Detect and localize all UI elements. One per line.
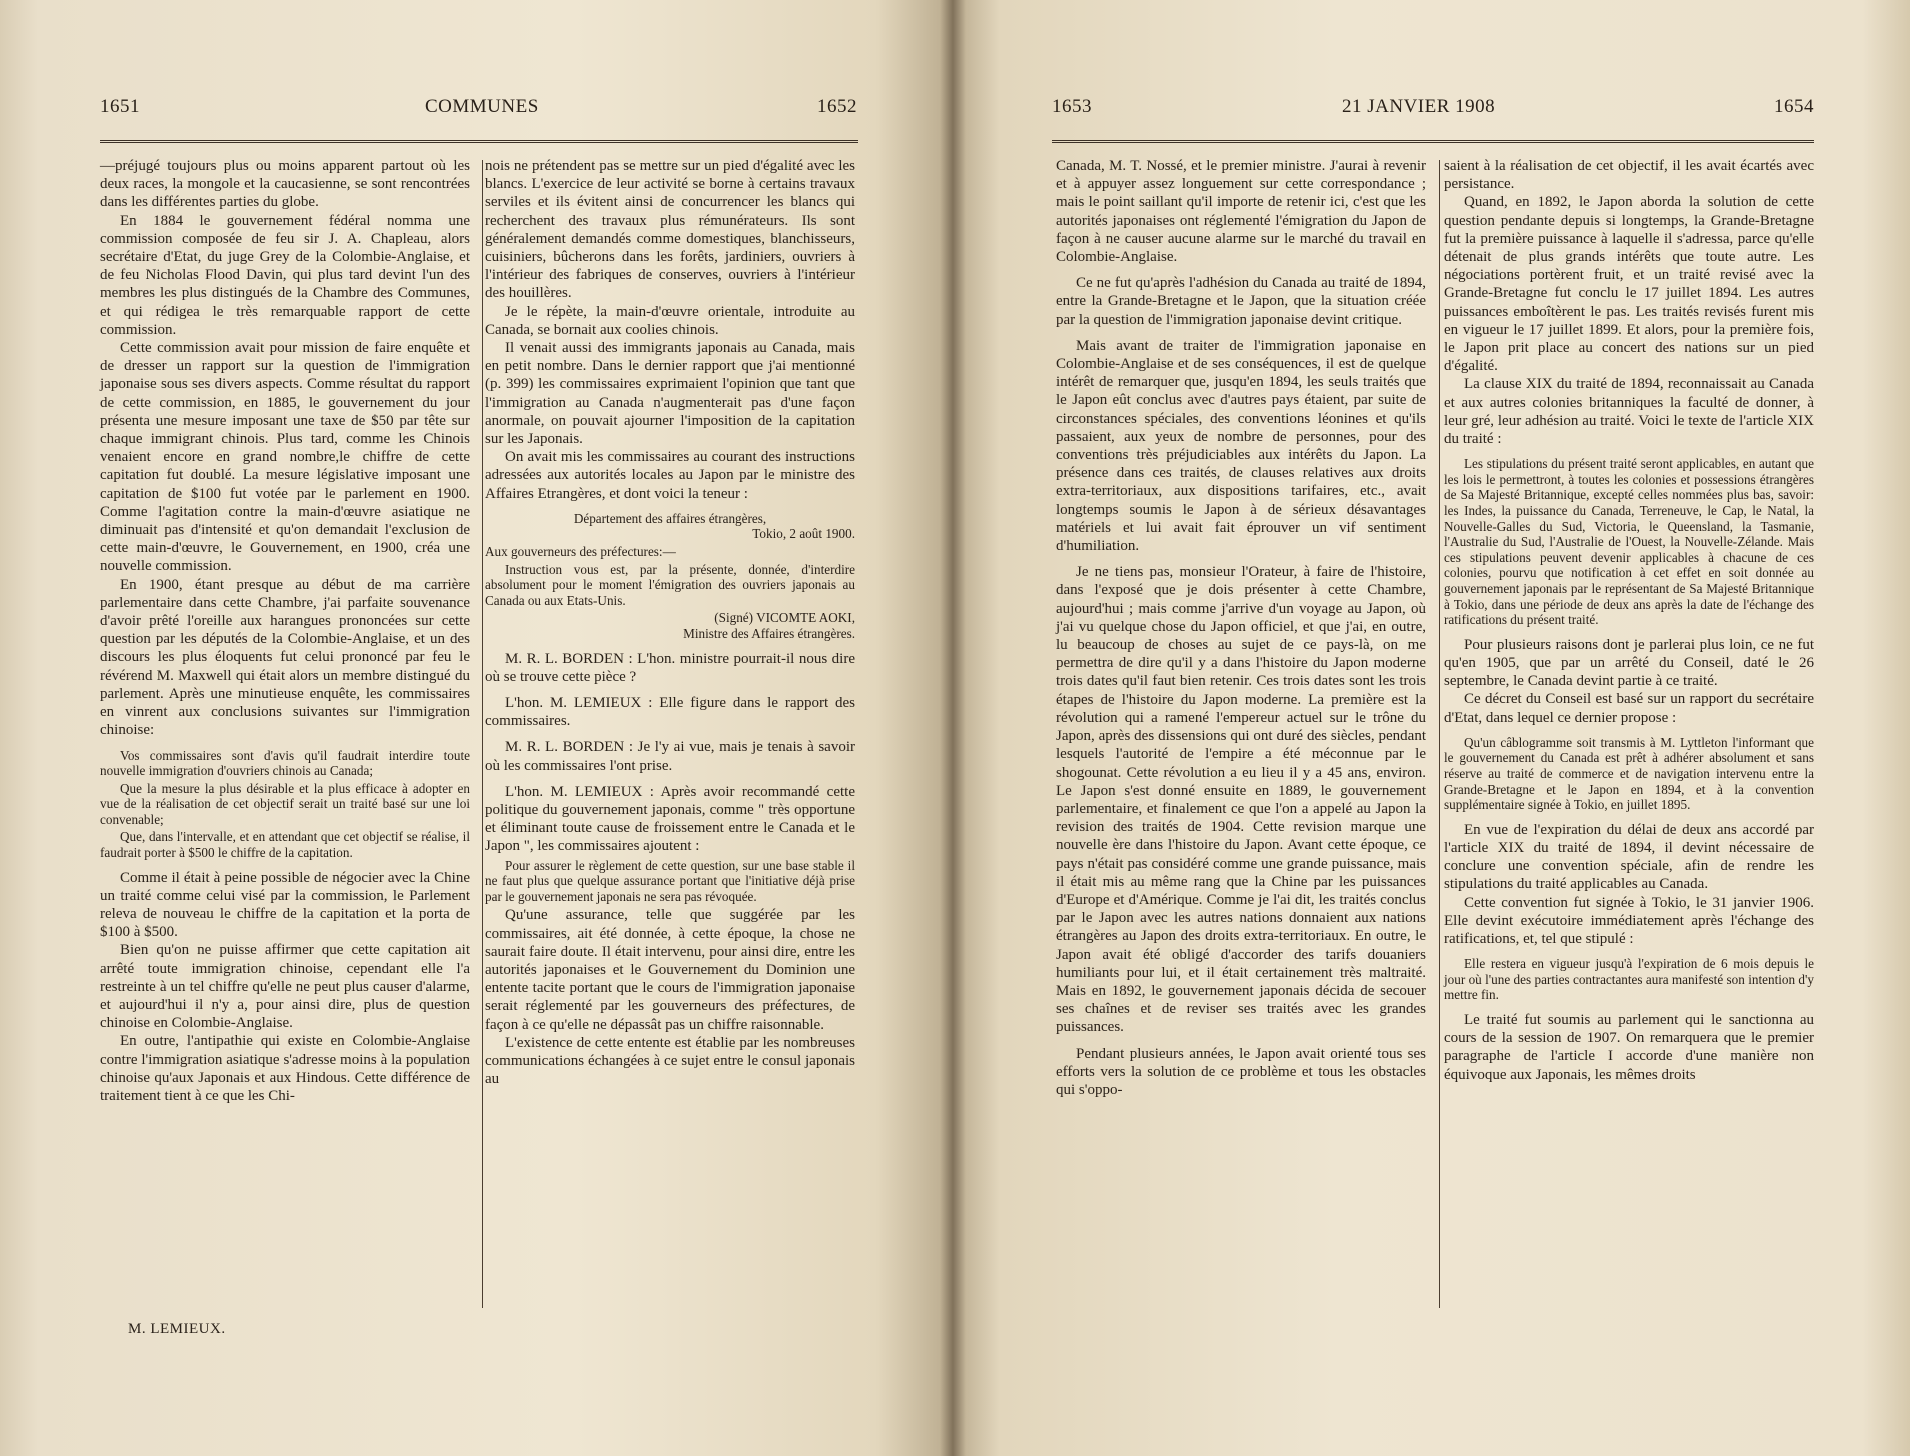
book-gutter bbox=[940, 0, 966, 1456]
paragraph: En outre, l'antipathie qui existe en Colombie-Anglaise contre l'immigration asiatique s'adresse moins à la population chinoise qu'aux Japonais et aux Hindous. Cette différence de traitement tient à ce que les Chi- bbox=[100, 1033, 470, 1105]
paragraph: Ce décret du Conseil est basé sur un rapport du secrétaire d'Etat, dans lequel ce dernier propose : bbox=[1444, 691, 1814, 726]
paragraph: Je ne tiens pas, monsieur l'Orateur, à faire de l'histoire, dans l'exposé que je dois présenter à cette Chambre, aujourd'hui ; mais comme j'arrive d'un voyage au Japon, où j'ai vu quelque chose du Japon officiel, et que j'ai, en outre, lu beaucoup de choses au sujet de ce pays-là, on me permettra de dire qu'il y a dans l'histoire du Japon moderne trois dates qu'il faut bien retenir. Ces trois dates sont les trois étapes de l'histoire du Japon moderne. La première est la révolution qui a ramené l'empereur actuel sur le trône du Japon, après des dissensions qui ont duré des siècles, pendant lesquels l'autorité de l'empire a été méconnue par le shogounat. Cette révolution a eu lieu il y a 45 ans, environ. Le Japon s'est donné ensuite en 1889, le gouvernement parlementaire, et finalement ce que l'on a appelé au Japon la revision des traités de 1904. Cette revision marque une nouvelle ère dans l'histoire du Japon. Avant cette époque, ce pays n'était pas considéré comme une grande puissance, mais il était mis au même rang que la Chine par les puissances d'Europe et d'Amérique. Comme je l'ai dit, les traités conclus par le Japon avec les autres nations donnaient aux nations étrangères au Japon des droits extra-territoriaux. En outre, le Japon avait été obligé d'accorder des tarifs douaniers humiliants pour lui, et il était certainement très maltraité. Mais en 1892, le gouvernement japonais décida de secouer ses chaînes et de reviser ses traités avec les grandes puissances. bbox=[1056, 564, 1426, 1036]
paragraph: Département des affaires étrangères, bbox=[573, 510, 767, 526]
paragraph: Quand, en 1892, le Japon aborda la solution de cette question pendante depuis si longtemps, la Grande-Bretagne fut la première puissance à laquelle il s'adressa, parce qu'elle détenait de plus grands intérêts que toute autre. Les négociations portèrent fruit, et un traité revisé avec la Grande-Bretagne fut conclu le 17 juillet 1894. Les autres puissances emboîtèrent le pas. Les traités revisés furent mis en vigueur le 17 juillet 1899. Et alors, pour la première fois, le Japon prit place au concert des nations sur un pied d'égalité. bbox=[1444, 194, 1814, 375]
paragraph: Pour assurer le règlement de cette question, sur une base stable il ne faut plus que quelque assurance portant que l'initiative déjà prise par le gouvernement japonais ne sera pas révoquée. bbox=[485, 857, 855, 904]
column-divider bbox=[482, 160, 483, 1308]
paragraph: Qu'une assurance, telle que suggérée par les commissaires, ait été donnée, à cette époque, la chose ne saurait faire doute. Il était intervenu, pour ainsi dire, entre les autorités japonaises et le Gouvernement du Dominion une entente tacite portant que le cours de l'immigration japonaise serait réglementé par les gouverneurs des préfectures, de façon à ce qu'elle ne dépassât pas un chiffre raisonnable. bbox=[485, 907, 855, 1033]
paragraph: En 1900, étant presque au début de ma carrière parlementaire dans cette Chambre, j'ai parfaite souvenance d'avoir prêté l'oreille aux harangues prononcées sur cette question par les députés de la Colombie-Anglaise, et un des discours les plus éloquents fut celui prononcé par feu le révérend M. Maxwell qui était alors un membre distingué du parlement. Après une minutieuse enquête, les commissaires en vinrent aux conclusions suivantes sur l'immigration chinoise: bbox=[100, 576, 470, 739]
column-divider-right bbox=[1439, 160, 1440, 1308]
paragraph: Vos commissaires sont d'avis qu'il faudrait interdire toute nouvelle immigration d'ouvriers chinois au Canada; bbox=[100, 747, 470, 779]
paragraph: Pendant plusieurs années, le Japon avait orienté tous ses efforts vers la solution de ce problème et tous les obstacles qui s'oppo- bbox=[1056, 1045, 1426, 1098]
paragraph: Mais avant de traiter de l'immigration japonaise en Colombie-Anglaise et de ses conséquences, il est de quelque intérêt de remarquer que, jusqu'en 1894, les seuls traités que le Japon eût conclus avec d'autres pays étaient, par suite de circonstances spéciales, des conventions léonines et qu'ils passaient, aux yeux de nombre de personnes, pour des conventions très préjudiciables aux intérêts du Japon. La présence dans ces traités, de clauses relatives aux droits extra-territoriaux, aux dispositions tarifaires, etc., avait longtemps soumis le Japon à de sérieux désavantages matériels et lui avait fait éprouver un vif sentiment d'humiliation. bbox=[1056, 337, 1426, 555]
paragraph: Comme il était à peine possible de négocier avec la Chine un traité comme celui visé par la commission, le Parlement releva de nouveau le chiffre de la capitation et la porta de $100 à $500. bbox=[100, 869, 470, 941]
paragraph: Que la mesure la plus désirable et la plus efficace à adopter en vue de la réalisation de cet objectif serait un traité basé sur une loi convenable; bbox=[100, 780, 470, 827]
paragraph: L'hon. M. LEMIEUX : Elle figure dans le rapport des commissaires. bbox=[485, 695, 855, 730]
page-number-1654: 1654 bbox=[1774, 96, 1814, 117]
paragraph: Qu'un câblogramme soit transmis à M. Lyttleton l'informant que le gouvernement du Canada est prêt à adhérer absolument et sans réserve au traité de commerce et de navigation intervenu entre la Grande-Bretagne et le Japon en 1894, et à la convention supplémentaire signée à Tokio, en juillet 1895. bbox=[1444, 734, 1814, 813]
paragraph: Le traité fut soumis au parlement qui le sanctionna au cours de la session de 1907. On remarquera que le premier paragraphe de l'article I accorde d'une manière non équivoque aux Japonais, les mêmes droits bbox=[1444, 1011, 1814, 1083]
paragraph: Cette convention fut signée à Tokio, le 31 janvier 1906. Elle devint exécutoire immédiatement après l'échange des ratifications, et, tel que stipulé : bbox=[1444, 894, 1814, 947]
speaker-footer: M. LEMIEUX. bbox=[128, 1321, 226, 1337]
paragraph: —préjugé toujours plus ou moins apparent partout où les deux races, la mongole et la caucasienne, se sont rencontrées dans les différentes parties du globe. bbox=[100, 158, 470, 211]
paragraph: L'hon. M. LEMIEUX : Après avoir recommandé cette politique du gouvernement japonais, comme " très opportune et éliminant toute cause de froissement entre le Canada et le Japon ", les commissaires ajoutent : bbox=[485, 783, 855, 855]
column-4 bbox=[1444, 157, 1814, 1084]
paragraph: Tokio, 2 août 1900. bbox=[752, 526, 855, 542]
paragraph: nois ne prétendent pas se mettre sur un pied d'égalité avec les blancs. L'exercice de leur activité se borne à certains travaux serviles et ils évitent ainsi de concurrencer les blancs qui recherchent des travaux plus rémunérateurs. Ils sont généralement demandés comme domestiques, blanchisseurs, cuisiniers, bûcherons dans les forêts, jardiniers, ouvriers à l'intérieur des fabriques de conserves, ouvriers à l'intérieur des houillères. bbox=[485, 158, 855, 302]
paragraph: M. R. L. BORDEN : L'hon. ministre pourrait-il nous dire où se trouve cette pièce ? bbox=[485, 650, 855, 685]
paragraph: La clause XIX du traité de 1894, reconnaissait au Canada et aux autres colonies britanniques la faculté de donner, à leur gré, leur adhésion au traité. Voici le texte de l'article XIX du traité : bbox=[1444, 376, 1814, 448]
paragraph: Je le répète, la main-d'œuvre orientale, introduite au Canada, se bornait aux coolies chinois. bbox=[485, 303, 855, 338]
paragraph: saient à la réalisation de cet objectif, il les avait écartés avec persistance. bbox=[1444, 158, 1814, 193]
running-title-date: 21 JANVIER 1908 bbox=[1342, 96, 1496, 117]
paragraph: Pour plusieurs raisons dont je parlerai plus loin, ce ne fut qu'en 1905, que par un arrêté du Conseil, daté le 26 septembre, le Canada devint partie à ce traité. bbox=[1444, 636, 1814, 690]
column-3 bbox=[1056, 157, 1426, 1099]
running-title-communes: COMMUNES bbox=[425, 96, 539, 117]
paragraph: Bien qu'on ne puisse affirmer que cette capitation ait arrêté toute immigration chinoise, cependant elle l'a restreinte à un tel chiffre qu'elle ne peut plus causer d'alarme, et aujourd'hui il n'y a, pour ainsi dire, plus de question chinoise en Colombie-Anglaise. bbox=[100, 942, 470, 1032]
page-number-1651: 1651 bbox=[100, 96, 140, 117]
page-number-1652: 1652 bbox=[817, 96, 857, 117]
paragraph: M. R. L. BORDEN : Je l'y ai vue, mais je tenais à savoir où les commissaires l'ont prise. bbox=[485, 739, 855, 774]
paragraph: En vue de l'expiration du délai de deux ans accordé par l'article XIX du traité de 1894, il devint nécessaire de conclure une convention spéciale, afin de rendre les stipulations du traité applicables au Canada. bbox=[1444, 821, 1814, 893]
paragraph: L'existence de cette entente est établie par les nombreuses communications échangées à ce sujet entre le consul japonais au bbox=[485, 1034, 855, 1088]
paragraph: Ce ne fut qu'après l'adhésion du Canada au traité de 1894, entre la Grande-Bretagne et le Japon, que la situation créée par la question de l'immigration japonaise devint critique. bbox=[1056, 275, 1426, 328]
header-rule bbox=[100, 140, 858, 143]
paragraph: Ministre des Affaires étrangères. bbox=[683, 626, 855, 642]
right-page bbox=[952, 0, 1910, 1456]
header-rule-right bbox=[1052, 140, 1814, 143]
paragraph: Cette commission avait pour mission de faire enquête et de dresser un rapport sur la question de l'immigration japonaise sous ses divers aspects. Comme résultat du rapport de cette commission, en 1885, le gouvernement du jour présenta une mesure imposant une taxe de $50 par tête sur chaque immigrant chinois. Plus tard, comme les Chinois venaient encore en grand nombre,le chiffre de cette capitation fut doublé. La mesure législative imposant une capitation de $100 fut votée par le parlement en 1900. Comme l'agitation contre la main-d'œuvre asiatique ne diminuait pas d'intensité et qu'on demandait l'exclusion de cette main-d'œuvre, le Gouvernement, en 1900, créa une nouvelle commission. bbox=[100, 340, 470, 575]
paragraph: En 1884 le gouvernement fédéral nomma une commission composée de feu sir J. A. Chapleau, alors secrétaire d'Etat, du juge Grey de la Colombie-Anglaise, et de feu Nicholas Flood Davin, qui plus tard devint l'un des membres les plus distingués de la Chambre des Communes, et qui rédigea le très remarquable rapport de cette commission. bbox=[100, 212, 470, 338]
paragraph: (Signé) VICOMTE AOKI, bbox=[714, 610, 855, 626]
paragraph: Les stipulations du présent traité seront applicables, en autant que les lois le permettront, à toutes les colonies et possessions étrangères de Sa Majesté Britannique, excepté celles nommées plus bas, savoir: les Indes, la puissance du Canada, Terreneuve, le Cap, le Natal, la Nouvelle-Galles du Sud, Victoria, le Queensland, la Tasmanie, l'Australie du Sud, l'Australie de l'Ouest, la Nouvelle-Zélande. Mais ces stipulations peuvent devenir applicables à chacune de ces colonies, pourvu que notification à cet effet en soit donnée au gouvernement japonais par le représentant de Sa Majesté Britannique à Tokio, dans une période de deux ans après la date de l'échange des ratifications du présent traité. bbox=[1444, 456, 1814, 628]
paragraph: Aux gouverneurs des préfectures:— bbox=[485, 544, 676, 560]
paragraph: Elle restera en vigueur jusqu'à l'expiration de 6 mois depuis le jour où l'une des parties contractantes aura manifesté son intention d'y mettre fin. bbox=[1444, 956, 1814, 1003]
paragraph: Instruction vous est, par la présente, donnée, d'interdire absolument pour le moment l'émigration des ouvriers japonais au Canada ou aux Etats-Unis. bbox=[485, 561, 855, 608]
page-number-1653: 1653 bbox=[1052, 96, 1092, 117]
paragraph: Que, dans l'intervalle, et en attendant que cet objectif se réalise, il faudrait porter à $500 le chiffre de la capitation. bbox=[100, 829, 470, 861]
paragraph: On avait mis les commissaires au courant des instructions adressées aux autorités locales au Japon par le ministre des Affaires Etrangères, et dont voici la teneur : bbox=[485, 449, 855, 502]
column-2 bbox=[485, 157, 855, 1088]
left-page bbox=[0, 0, 952, 1456]
column-1 bbox=[100, 157, 470, 1105]
paragraph: Il venait aussi des immigrants japonais au Canada, mais en petit nombre. Dans le dernier rapport que j'ai mentionné (p. 399) les commissaires exprimaient l'opinion que tant que l'immigration au Canada n'augmenterait pas d'une façon anormale, on pouvait ajourner l'imposition de la capitation sur les Japonais. bbox=[485, 340, 855, 448]
paragraph: Canada, M. T. Nossé, et le premier ministre. J'aurai à revenir et à appuyer assez longuement sur cette correspondance ; mais le point saillant qu'il importe de retenir ici, c'est que les autorités japonaises ont réglementé l'émigration du Japon de façon à ne causer aucune alarme sur le marché du travail en Colombie-Anglaise. bbox=[1056, 158, 1426, 266]
